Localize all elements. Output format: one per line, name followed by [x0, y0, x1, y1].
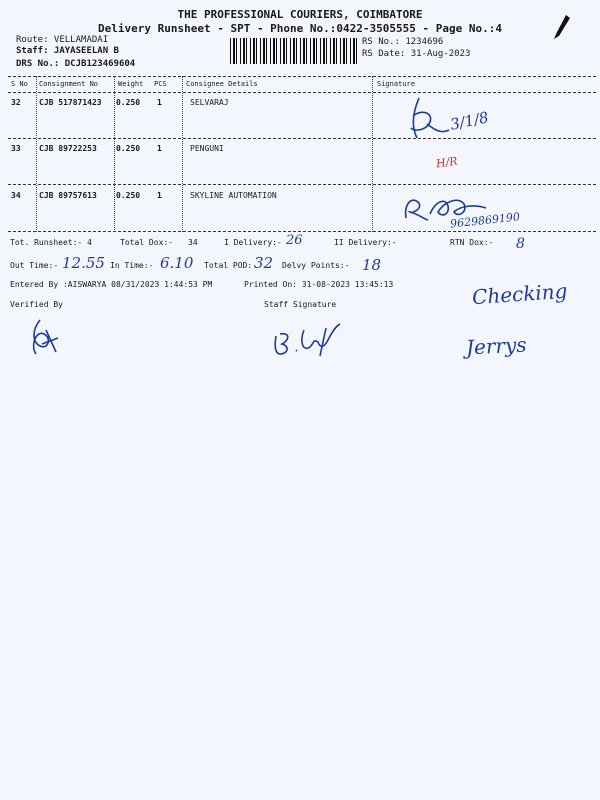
run-info-left	[16, 35, 135, 70]
pen-mark-icon	[552, 14, 572, 40]
signature-row-32	[405, 94, 455, 146]
hr-mark: H/R	[435, 154, 459, 171]
table-bottom-rule	[8, 231, 596, 232]
out-time-value: 12.55	[62, 254, 105, 272]
rtn-dox-label: RTN Dox:-	[450, 238, 494, 247]
rs-number: RS No.: 1234696	[362, 37, 444, 47]
rs-date: RS Date: 31-Aug-2023	[362, 49, 471, 59]
row-consignment: CJB 517871423	[39, 98, 102, 107]
row-sno: 34	[11, 191, 21, 200]
rtn-dox-value: 8	[516, 236, 525, 252]
table-header-rule	[8, 92, 596, 93]
row-weight: 0.250	[116, 144, 141, 153]
ii-delivery-label: II Delivery:-	[334, 238, 397, 247]
total-pod-value: 32	[254, 254, 274, 272]
total-runsheet: Tot. Runsheet:- 4	[10, 238, 92, 247]
row-consignee: PENGUNI	[190, 144, 224, 153]
i-delivery-label: I Delivery:-	[224, 238, 282, 247]
row-consignee: SKYLINE AUTOMATION	[190, 191, 277, 200]
column-divider	[114, 76, 115, 232]
entered-by: Entered By :AISWARYA 08/31/2023 1:44:53 PM	[10, 280, 213, 289]
route-label: Route: VELLAMADAI	[16, 35, 109, 45]
run-info-right	[362, 36, 470, 60]
delvy-points-value: 18	[362, 256, 382, 274]
header-consignment: Consignment No	[39, 80, 99, 88]
row-weight: 0.250	[116, 191, 141, 200]
column-divider	[372, 76, 373, 232]
column-divider	[36, 76, 37, 232]
row-sno: 33	[11, 144, 21, 153]
i-delivery-value: 26	[286, 233, 303, 248]
row-consignment: CJB 89757613	[39, 191, 97, 200]
total-dox-label: Total Dox:-	[120, 238, 173, 247]
verified-by-label: Verified By	[10, 300, 63, 309]
row-rule	[8, 184, 596, 185]
barcode	[230, 38, 358, 64]
total-pod-label: Total POD:	[204, 261, 253, 270]
row-sno: 32	[11, 98, 21, 107]
staff-signature	[270, 318, 350, 358]
company-title: THE PROFESSIONAL COURIERS, COIMBATORE	[177, 8, 423, 21]
staff-signature-label: Staff Signature	[264, 300, 337, 309]
header-pcs: PCS	[154, 80, 167, 88]
signature-date-32: 3/1/8	[448, 108, 491, 134]
row-pcs: 1	[157, 191, 162, 200]
row-consignment: CJB 89722253	[39, 144, 97, 153]
header-consignee: Consignee Details	[186, 80, 258, 88]
table-top-rule	[8, 76, 596, 77]
row-pcs: 1	[157, 98, 162, 107]
verified-signature	[26, 316, 66, 358]
staff-label: Staff: JAYASEELAN B	[16, 46, 119, 56]
row-pcs: 1	[157, 144, 162, 153]
staff-name-handwriting: Jerrys	[465, 332, 528, 360]
runsheet-subtitle: Delivery Runsheet - SPT - Phone No.:0422-3505555 - Page No.:4	[98, 22, 502, 35]
row-weight: 0.250	[116, 98, 141, 107]
out-time-label: Out Time:-	[10, 261, 59, 270]
in-time-label: In Time:-	[110, 261, 154, 270]
signature-phone: 9629869190	[449, 210, 521, 231]
printed-on: Printed On: 31-08-2023 13:45:13	[244, 280, 394, 289]
checked-handwriting: Checking	[471, 278, 569, 310]
header-sno: S No	[11, 80, 28, 88]
row-consignee: SELVARAJ	[190, 98, 229, 107]
header-signature: Signature	[377, 80, 415, 88]
in-time-value: 6.10	[160, 254, 194, 272]
row-rule	[8, 138, 596, 139]
header-weight: Weight	[118, 80, 144, 88]
drs-number: DRS No.: DCJB123469604	[16, 59, 136, 69]
column-divider	[182, 76, 183, 232]
delvy-points-label: Delvy Points:-	[282, 261, 350, 270]
total-dox-value: 34	[188, 238, 198, 247]
